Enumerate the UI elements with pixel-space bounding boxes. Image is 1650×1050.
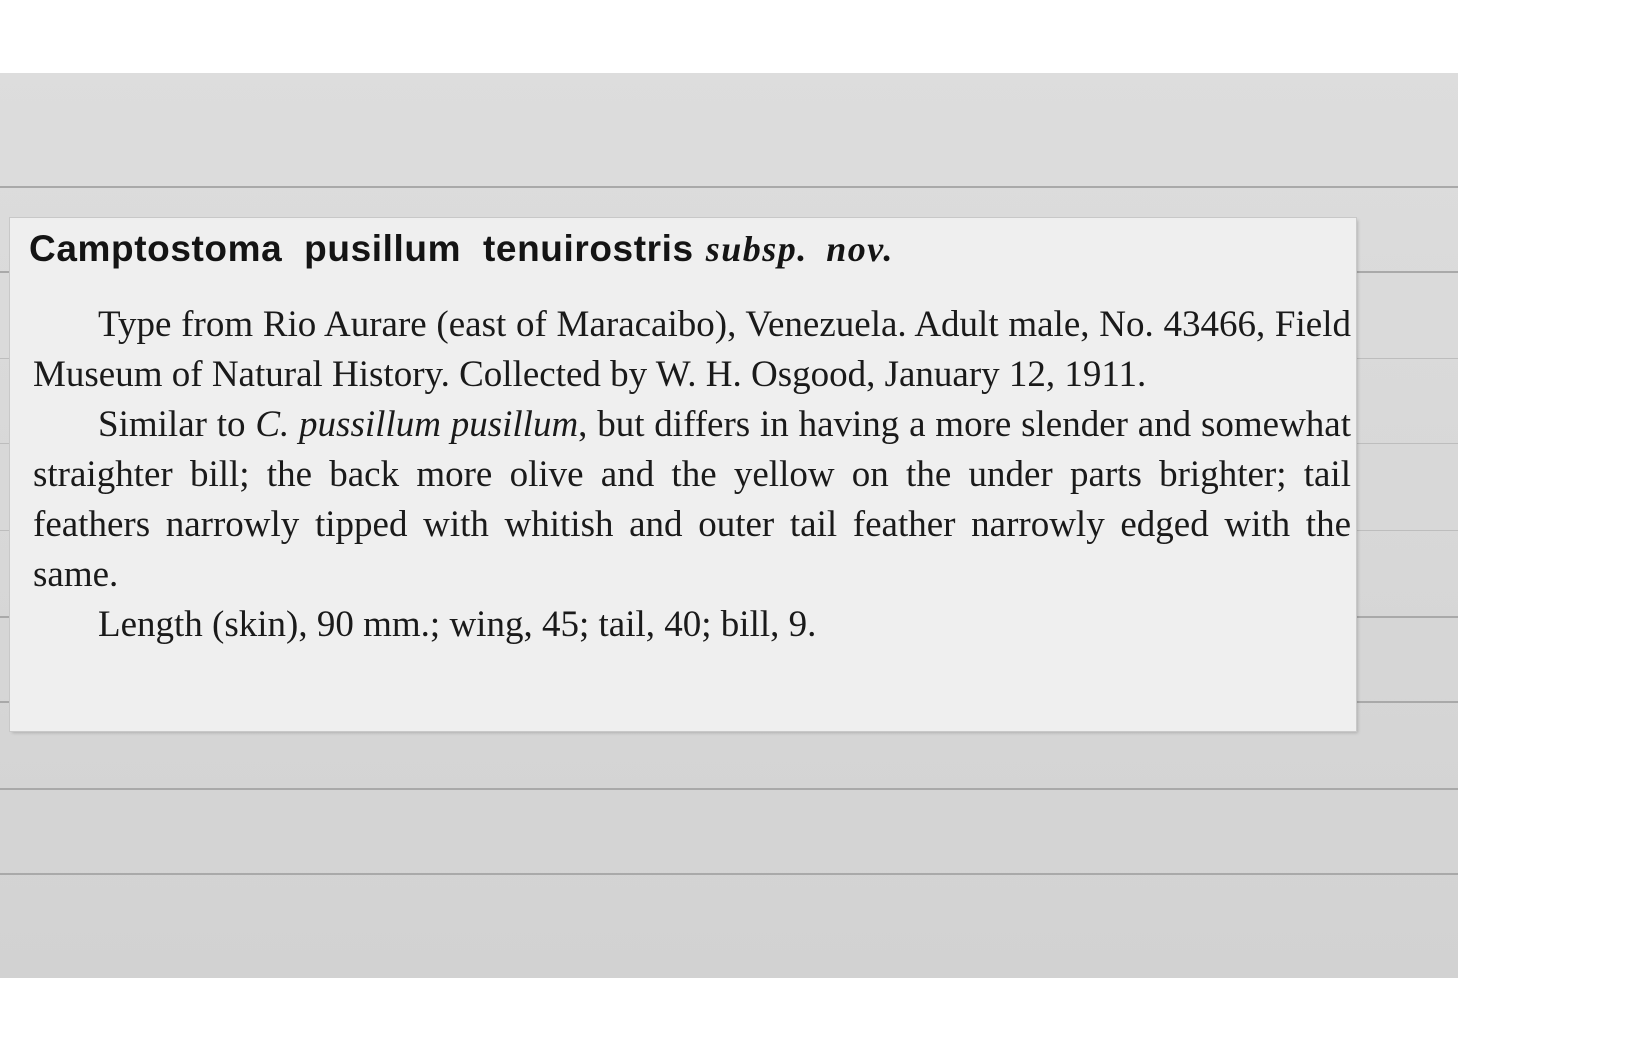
comparison-paragraph xyxy=(33,400,1351,600)
type-info-paragraph: Type from Rio Aurare (east of Maracaibo), Venezuela. Adult male, No. 43466, Field Museum of Natural History. Collected by W. H. Osgood, January 12, 1911. xyxy=(33,304,1351,395)
index-card xyxy=(0,73,1458,978)
species-title xyxy=(29,230,894,268)
compared-taxon: C. pussillum pusillum xyxy=(255,404,579,445)
ruled-line xyxy=(0,186,1458,188)
ruled-line xyxy=(0,873,1458,875)
taxon-status: subsp. nov. xyxy=(705,229,894,269)
printed-clipping xyxy=(10,218,1356,731)
description-body xyxy=(33,300,1351,650)
ruled-line xyxy=(0,788,1458,790)
comparison-details: , but differs in having a more slender and somewhat straighter bill; the back more olive and the yellow on the under parts brighter; tail feathers narrowly tipped with whitish and outer tail feather narrowly edged with the same. xyxy=(33,404,1351,595)
measurements-paragraph: Length (skin), 90 mm.; wing, 45; tail, 40; bill, 9. xyxy=(98,604,817,645)
comparison-lead: Similar to xyxy=(98,404,256,445)
species-name: Camptostoma pusillum tenuirostris xyxy=(29,228,694,269)
